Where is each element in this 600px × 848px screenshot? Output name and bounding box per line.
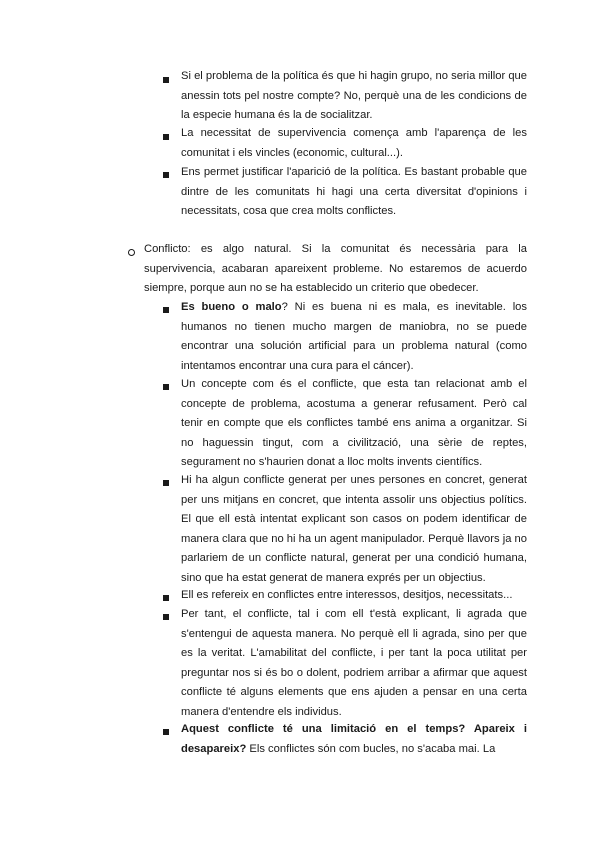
bold-lead: Es bueno o malo <box>181 301 282 313</box>
conflict-bullet-4: Ell es refereix en conflictes entre interessos, desitjos, necessitats... <box>181 589 513 601</box>
bullet-square-icon <box>163 480 169 486</box>
bullet-square-icon <box>163 172 169 178</box>
conflict-bullet-3: Hi ha algun conflicte generat per unes persones en concret, generat per uns mitjans en concret, que intenta assolir uns objectius polítics. El que ell està intentat explicant son casos on podem identificar de manera clara que no hi ha un agent manipulador. Perquè llavors ja no parlariem de un conflicte natural, generat per una condició humana, sino que ha estat generat de manera exprés per un objectius. <box>181 474 527 584</box>
top-bullet-2: La necessitat de supervivencia comença amb l'aparença de les comunitat i els vincles (economic, cultural...). <box>181 127 527 159</box>
bullet-square-icon <box>163 384 169 390</box>
bullet-square-icon <box>163 307 169 313</box>
top-bullet-1: Si el problema de la política és que hi hagin grupo, no seria millor que anessin tots pel nostre compte? No, perquè una de les condicions de la especie humana és la de socialitzar. <box>181 70 527 122</box>
bold-lead: Aquest conflicte té una limitació en el temps? Apareix i desapareix? <box>181 723 527 755</box>
conflict-bullet-2: Un concepte com és el conflicte, que esta tan relacionat amb el concepte de problema, acostuma a generar refusament. Però cal tenir en compte que els conflictes també ens anima a organitzar. Si no haguessin tingut, com a civilització, una sèrie de reptes, segurament no s'haurien donat a lloc molts invents científics. <box>181 378 527 469</box>
bullet-text: Els conflictes són com bucles, no s'acaba mai. La <box>246 742 496 755</box>
bullet-text: ? Ni es buena ni es mala, es inevitable. los humanos no tienen mucho margen de maniobra, no se puede encontrar una solución artificial para un problema natural (como intentamos encontrar una cura para el cáncer). <box>181 301 528 372</box>
bullet-square-icon <box>163 729 169 735</box>
bullet-square-icon <box>163 134 169 140</box>
bullet-circle-icon <box>128 249 135 256</box>
conflict-bullet-6 <box>181 720 527 759</box>
bullet-square-icon <box>163 595 169 601</box>
conflict-intro: Conflicto: es algo natural. Si la comunitat és necessària para la supervivencia, acabaran apareixent probleme. No estaremos de acuerdo siempre, porque aun no se ha establecido un criterio que obedecer. <box>144 243 527 295</box>
conflict-bullet-5: Per tant, el conflicte, tal i com ell t'està explicant, li agrada que s'entengui de aquesta manera. No perquè ell li agrada, sino per que es la veritat. L'amabilitat del conflicte, i per tant la poca utilitat per preguntar nos si és bo o dolent, podriem arribar a afirmar que aquest conflicte té alguns elements que ens ajuden a pensar en una certa manera d'entendre els individus. <box>181 608 527 718</box>
top-bullet-3: Ens permet justificar l'aparició de la política. Es bastant probable que dintre de les comunitats hi hagi una certa diversitat d'opinions i necessitats, cosa que crea molts conflictes. <box>181 166 527 218</box>
conflict-bullet-1 <box>181 298 527 376</box>
bullet-square-icon <box>163 614 169 620</box>
bullet-square-icon <box>163 77 169 83</box>
